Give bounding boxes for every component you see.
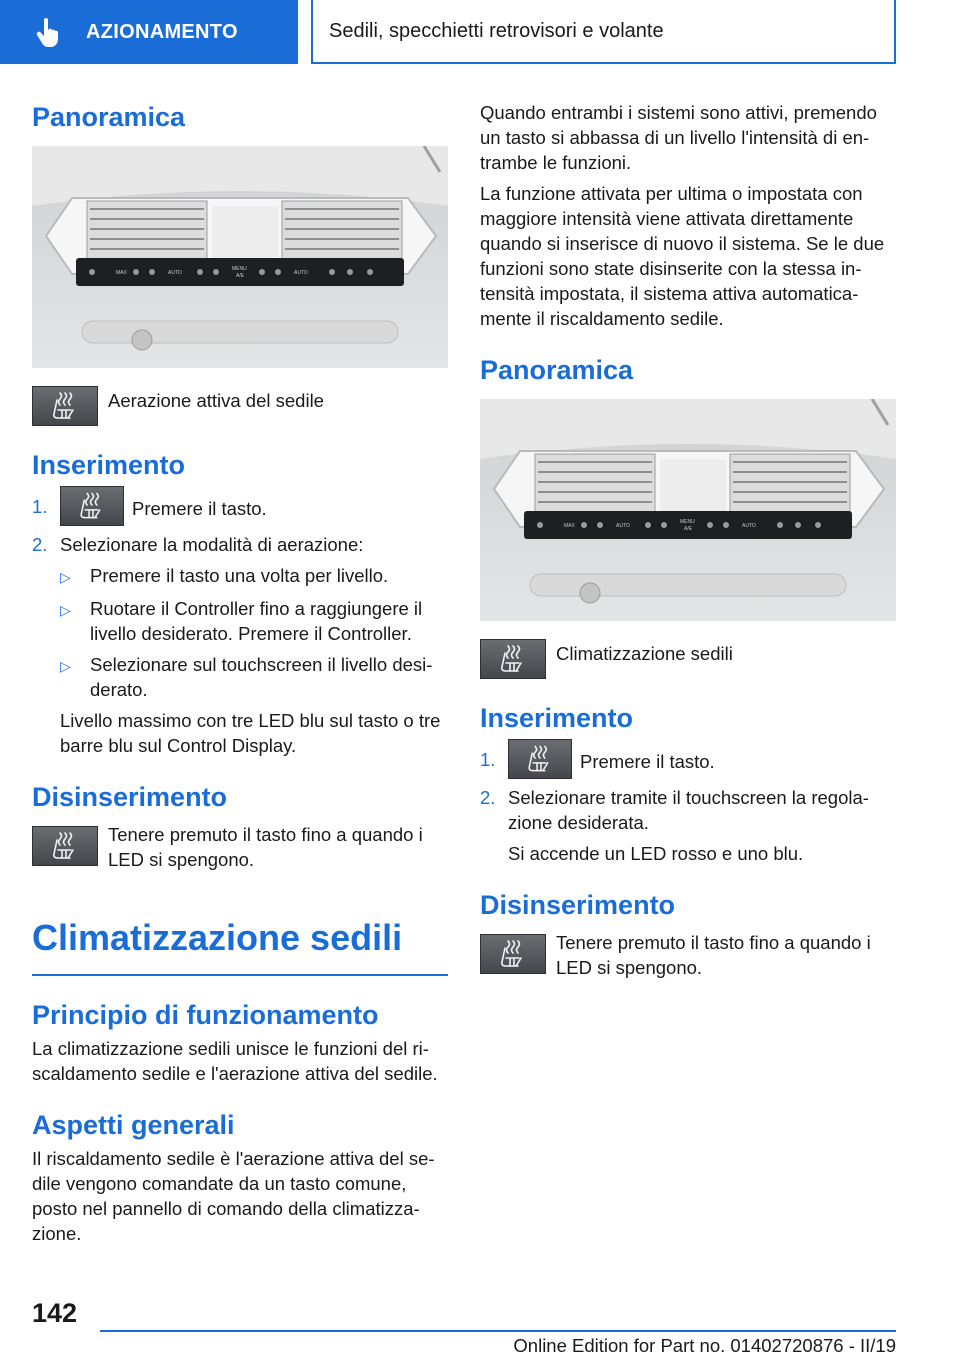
seat-ventilation-button[interactable] — [32, 386, 98, 426]
left-column — [32, 100, 448, 1252]
paragraph: La funzione attivata per ultima o impostata con maggiore intensità viene attivata direttamente quando si inserisce di nuovo il sistema. Se le due funzioni sono state disinserite con la stessa intensità impostata, il sistema attiva automaticamente il riscaldamento sedile. — [480, 183, 885, 329]
seat-climate-button[interactable] — [480, 639, 546, 679]
right-column — [480, 100, 896, 988]
step-1 — [480, 747, 896, 779]
heading-inserimento: Inserimento — [480, 703, 634, 733]
svg-text:MAX: MAX — [564, 523, 575, 529]
svg-text:MAX: MAX — [116, 270, 127, 276]
heading-panoramica: Panoramica — [480, 355, 634, 385]
hand-pointer-icon — [36, 17, 64, 47]
list-item: ▷ Ruotare il Controller fino a raggiungere il livello desiderato. Premere il Controller. — [60, 598, 423, 644]
step-number: 1. — [480, 749, 496, 770]
step-text: Premere il tasto. — [580, 750, 715, 772]
max-level-note: Livello massimo con tre LED blu sul tasto o tre barre blu sul Control Display. — [60, 710, 441, 756]
instruction-text: Tenere premuto il tasto fino a quando i LED si spengono. — [556, 932, 871, 978]
triangle-bullet-icon: ▷ — [60, 569, 71, 585]
section-label: AZIONAMENTO — [86, 20, 238, 43]
caption-text: Aerazione attiva del sedile — [108, 390, 324, 411]
seat-ventilation-button[interactable] — [32, 826, 98, 866]
step-2 — [480, 785, 896, 866]
svg-text:AUTO: AUTO — [742, 523, 756, 529]
triangle-bullet-icon: ▷ — [60, 658, 71, 674]
heading-inserimento: Inserimento — [32, 450, 186, 480]
chapter-title: Sedili, specchietti retrovisori e volante — [311, 0, 896, 64]
svg-text:AUTO: AUTO — [168, 270, 182, 276]
seat-climate-button[interactable] — [480, 934, 546, 974]
step-number: 2. — [480, 787, 496, 808]
heading-disinserimento: Disinserimento — [32, 782, 228, 812]
instruction-text: Tenere premuto il tasto fino a quando i LED si spengono. — [108, 824, 423, 870]
step-text: Selezionare tramite il touchscreen la regolazione desiderata. — [508, 787, 869, 833]
seat-climate-icon — [481, 934, 545, 974]
disinserimento-instruction — [480, 934, 896, 980]
dashboard-photo — [480, 399, 896, 621]
step-note: Si accende un LED rosso e uno blu. — [508, 843, 804, 864]
dashboard-photo — [32, 146, 448, 368]
svg-text:AUTO: AUTO — [294, 270, 308, 276]
caption-text: Climatizzazione sedili — [556, 643, 733, 664]
svg-text:A/E: A/E — [236, 273, 245, 279]
seat-ventilation-icon — [33, 386, 97, 426]
principio-text: La climatizzazione sedili unisce le funzioni del riscaldamento sedile e l'aerazione attiva del sedile. — [32, 1038, 438, 1084]
paragraph: Quando entrambi i sistemi sono attivi, premendo un tasto si abbassa di un livello l'intensità di entrambe le funzioni. — [480, 102, 877, 173]
list-item: ▷ Premere il tasto una volta per livello. — [60, 563, 448, 590]
seat-ventilation-icon — [61, 486, 123, 526]
steps-list — [480, 747, 896, 866]
seat-ventilation-button[interactable] — [60, 486, 124, 526]
caption-ventilation — [32, 386, 448, 426]
list-item: ▷ Selezionare sul touchscreen il livello desiderato. — [60, 654, 433, 700]
footer-divider — [100, 1330, 896, 1332]
section-tab — [0, 0, 298, 64]
svg-text:A/E: A/E — [684, 526, 693, 532]
steps-list — [32, 494, 448, 758]
svg-text:MENU: MENU — [680, 519, 695, 525]
triangle-bullet-icon: ▷ — [60, 602, 71, 618]
chapter-heading: Climatizzazione sedili — [32, 916, 448, 976]
seat-climate-button[interactable] — [508, 739, 572, 779]
seat-climate-icon — [481, 639, 545, 679]
step-number: 1. — [32, 496, 48, 517]
heading-panoramica: Panoramica — [32, 102, 186, 132]
step-2 — [32, 532, 448, 758]
heading-principio: Principio di funzionamento — [32, 1000, 379, 1030]
svg-text:MENU: MENU — [232, 266, 247, 272]
step-1 — [32, 494, 448, 526]
heading-disinserimento: Disinserimento — [480, 890, 676, 920]
caption-climate — [480, 639, 896, 679]
step-text: Selezionare la modalità di aerazione: — [60, 534, 364, 555]
bullet-list — [60, 563, 448, 702]
step-text: Premere il tasto. — [132, 497, 267, 519]
seat-climate-icon — [509, 739, 571, 779]
edition-text: Online Edition for Part no. 01402720876 - II/19 — [513, 1335, 896, 1356]
step-number: 2. — [32, 534, 48, 555]
aspetti-text: Il riscaldamento sedile è l'aerazione attiva del sedile vengono comandate da un tasto comune, posto nel pannello di comando della climatizzazione. — [32, 1148, 435, 1244]
page-number: 142 — [32, 1298, 78, 1328]
heading-aspetti: Aspetti generali — [32, 1110, 235, 1140]
seat-ventilation-icon — [33, 826, 97, 866]
disinserimento-instruction — [32, 826, 448, 872]
svg-text:AUTO: AUTO — [616, 523, 630, 529]
